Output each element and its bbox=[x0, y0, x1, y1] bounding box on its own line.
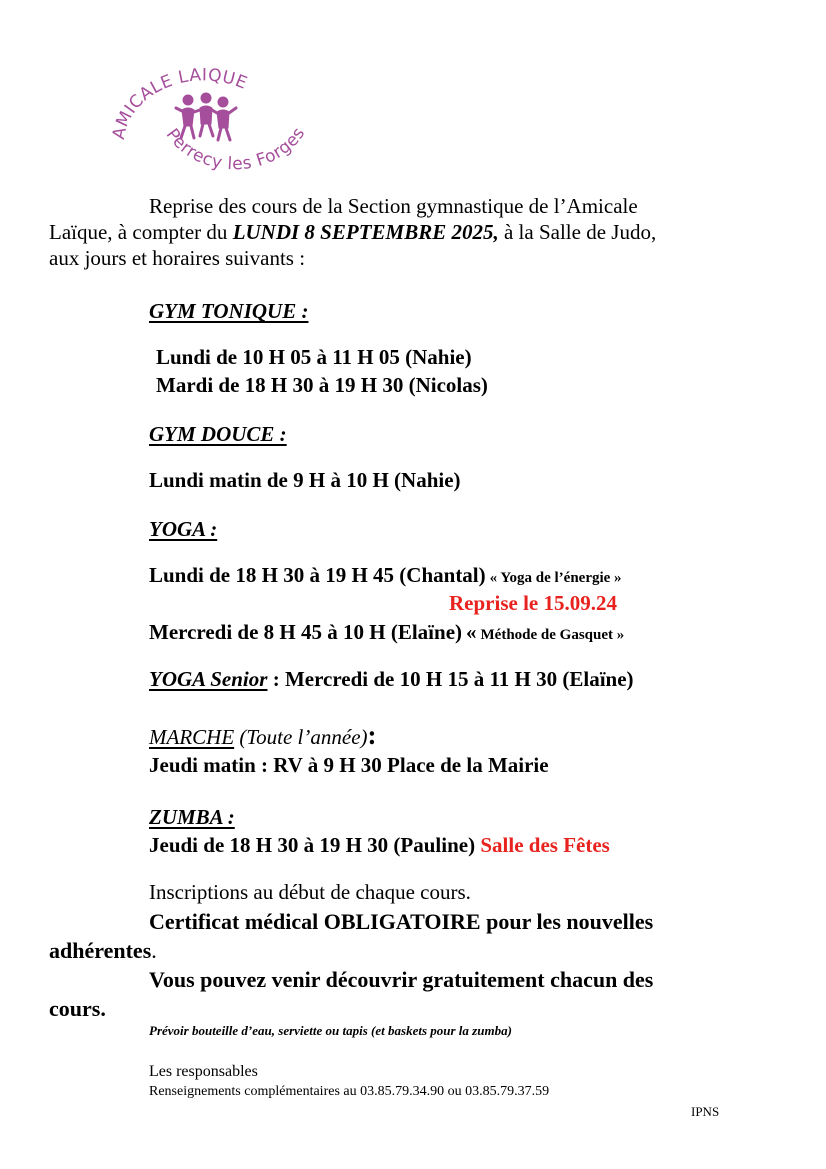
yoga-line-2 bbox=[149, 619, 624, 645]
marche-paren: (Toute l’année) bbox=[239, 725, 368, 749]
marche-colon: : bbox=[367, 720, 377, 750]
yoga-senior-text: : Mercredi de 10 H 15 à 11 H 30 (Elaïne) bbox=[267, 667, 634, 691]
yoga-senior-heading: YOGA Senior bbox=[149, 667, 268, 691]
marche-line-1: Jeudi matin : RV à 9 H 30 Place de la Mairie bbox=[149, 753, 549, 777]
gym-tonique-heading: GYM TONIQUE : bbox=[149, 299, 309, 323]
zumba-line-1-main: Jeudi de 18 H 30 à 19 H 30 (Pauline) bbox=[149, 833, 476, 857]
certificat-line-1: Certificat médical OBLIGATOIRE pour les nouvelles bbox=[149, 909, 654, 934]
yoga-reprise: Reprise le 15.09.24 bbox=[449, 591, 617, 615]
gym-tonique-line-1: Lundi de 10 H 05 à 11 H 05 (Nahie) bbox=[156, 345, 472, 369]
marche-heading-line bbox=[149, 722, 377, 750]
yoga-line-1 bbox=[149, 562, 622, 588]
zumba-line-1 bbox=[149, 832, 610, 858]
renseignements-text: Renseignements complémentaires au 03.85.79.34.90 ou 03.85.79.37.59 bbox=[149, 1084, 550, 1099]
yoga-heading: YOGA : bbox=[149, 517, 218, 541]
yoga-line-2-main: Mercredi de 8 H 45 à 10 H (Elaïne) bbox=[149, 620, 463, 644]
intro-line-3: aux jours et horaires suivants : bbox=[49, 246, 306, 270]
dancing-figures-icon bbox=[176, 93, 236, 140]
logo-bottom-text: Perrecy les Forges bbox=[161, 123, 310, 175]
yoga-line-2-quote: « bbox=[466, 620, 477, 644]
intro-line-1: Reprise des cours de la Section gymnastique de l’Amicale bbox=[149, 194, 638, 218]
logo-top-text: AMICALE LAIQUE bbox=[108, 65, 251, 141]
intro-line-2-end: à la Salle de Judo, bbox=[498, 220, 657, 244]
gym-tonique-line-2: Mardi de 18 H 30 à 19 H 30 (Nicolas) bbox=[156, 373, 488, 397]
yoga-line-2-note: Méthode de Gasquet » bbox=[480, 627, 625, 643]
decouvrir-line-1: Vous pouvez venir découvrir gratuitement chacun des bbox=[149, 967, 654, 992]
certificat-line-2-bold: adhérentes bbox=[49, 938, 152, 963]
decouvrir-line-2: cours. bbox=[49, 996, 106, 1021]
intro-line-2-start: Laïque, à compter du bbox=[49, 220, 233, 244]
certificat-line-2-rest: . bbox=[151, 938, 157, 963]
zumba-heading: ZUMBA : bbox=[149, 805, 235, 829]
responsables-text: Les responsables bbox=[149, 1063, 258, 1080]
intro-line-2 bbox=[49, 219, 656, 245]
zumba-place: Salle des Fêtes bbox=[480, 833, 610, 857]
yoga-senior-line bbox=[149, 666, 634, 692]
marche-heading: MARCHE bbox=[149, 725, 235, 749]
ipns-text: IPNS bbox=[691, 1104, 720, 1119]
prevoir-text: Prévoir bouteille d’eau, serviette ou tapis (et baskets pour la zumba) bbox=[149, 1023, 512, 1038]
gym-douce-heading: GYM DOUCE : bbox=[149, 422, 287, 446]
inscriptions-text: Inscriptions au début de chaque cours. bbox=[149, 880, 471, 904]
gym-douce-line-1: Lundi matin de 9 H à 10 H (Nahie) bbox=[149, 468, 461, 492]
amicale-laique-logo bbox=[96, 62, 326, 180]
yoga-line-1-main: Lundi de 18 H 30 à 19 H 45 (Chantal) bbox=[149, 563, 486, 587]
start-date: LUNDI 8 SEPTEMBRE 2025, bbox=[232, 220, 499, 244]
certificat-line-2 bbox=[49, 937, 157, 964]
yoga-line-1-note: « Yoga de l’énergie » bbox=[489, 570, 622, 586]
